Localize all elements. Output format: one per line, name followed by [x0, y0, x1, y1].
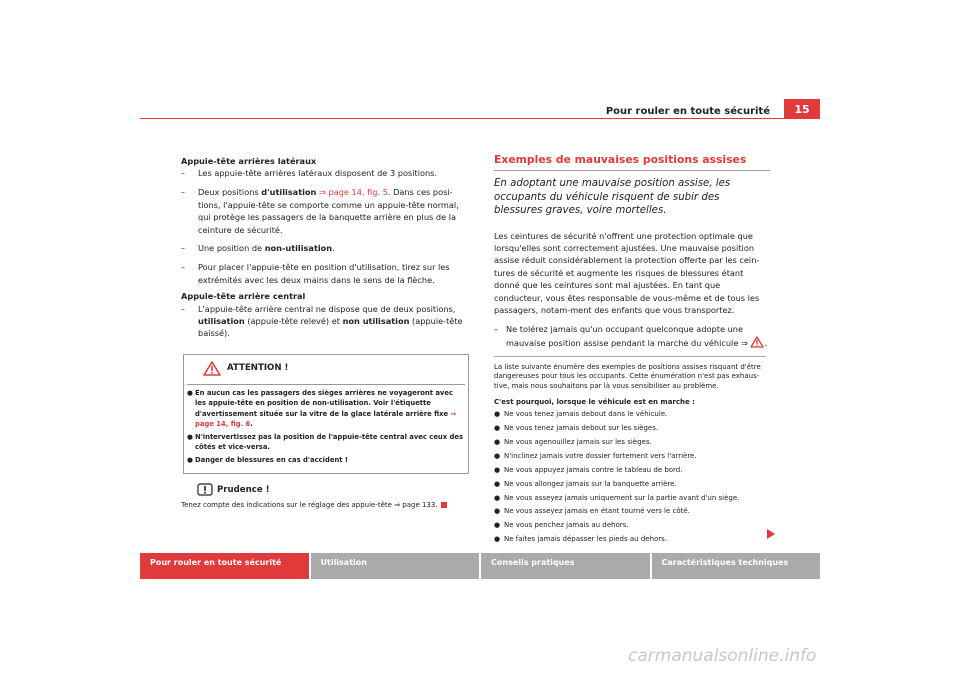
- warning-item: ● En aucun cas les passagers des sièges arrières ne voyageront avec les appuie-tête en position de non-utilisation. Voir l'étiquette d'avertissement située sur la vitre de la glace latérale arrière fixe ⇒ page 14, fig. 6.: [187, 388, 457, 429]
- title-rule: [494, 170, 770, 171]
- section-title-central-headrest: Appuie-tête arrière central: [181, 291, 306, 302]
- list-item: ● Ne vous asseyez jamais uniquement sur la partie avant d'un siège.: [494, 493, 740, 502]
- bullet-icon: ●: [494, 493, 501, 502]
- caution-text: Tenez compte des indications sur le réglage des appuie-tête ⇒ page 133.: [181, 500, 469, 510]
- page-reference-link[interactable]: ⇒ page 14, fig. 5: [316, 187, 388, 198]
- watermark: carmanualsonline.info: [628, 646, 817, 666]
- warning-item: ● Danger de blessures en cas d'accident !: [187, 455, 349, 464]
- list-item: ● Ne vous allongez jamais sur la banquette arrière.: [494, 479, 677, 488]
- caution-header: [197, 483, 469, 497]
- bullet-icon: ●: [494, 535, 501, 544]
- header-rule: [140, 118, 820, 119]
- small-paragraph: La liste suivante énumère des exemples de positions assises risquant d'être dangereuses pour tous les occupants. Cette énumération n'est pas exhaus-tive, mais nous souhaitons par là vous sensibiliser au problème.: [494, 362, 761, 390]
- section-title-bad-positions: Exemples de mauvaises positions assises: [494, 153, 747, 166]
- tab-safety[interactable]: Pour rouler en toute sécurité: [140, 553, 309, 579]
- dash-marker: –: [181, 168, 186, 179]
- tab-usage[interactable]: Utilisation: [311, 553, 480, 579]
- list-item: – Une position de non-utilisation.: [181, 243, 335, 254]
- bullet-icon: ●: [494, 451, 501, 460]
- bullet-icon: ●: [494, 424, 501, 433]
- warning-label: ATTENTION !: [227, 363, 289, 374]
- page-reference-link[interactable]: ⇒ page 14, fig. 6: [195, 409, 457, 429]
- divider: [494, 356, 766, 357]
- bullet-icon: ●: [187, 388, 193, 397]
- dash-marker: –: [494, 324, 499, 335]
- dash-marker: –: [181, 187, 186, 198]
- section-end-icon: [441, 502, 447, 508]
- caution-exclamation-icon: [197, 483, 213, 497]
- bullet-icon: ●: [494, 437, 501, 446]
- body-paragraph: Les ceintures de sécurité n'offrent une protection optimale que lorsqu'elles sont correctement ajustées. Une mauvaise position assise réduit considérablement la protection offerte par les cein-tures de sécurité et augmente les risques de blessures étant donné que les ceintures sont mal ajustées. En tant que conducteur, vous êtes responsable de vous-même et de tous les passagers, notam-ment des enfants que vous transportez.: [494, 230, 760, 316]
- bullet-icon: ●: [494, 507, 501, 516]
- list-item: ● Ne faites jamais dépasser les pieds au dehors.: [494, 535, 668, 544]
- list-item: ● Ne vous asseyez jamais en étant tourné vers le côté.: [494, 507, 690, 516]
- list-item: ● N'inclinez jamais votre dossier fortement vers l'arrière.: [494, 451, 697, 460]
- tab-technical-specs[interactable]: Caractéristiques techniques: [652, 553, 821, 579]
- tab-practical-tips[interactable]: Conseils pratiques: [481, 553, 650, 579]
- page-number: 15: [784, 99, 820, 119]
- list-item: – Ne tolérez jamais qu'un occupant quelconque adopte une mauvaise position assise pendant la marche du véhicule ⇒ .: [494, 324, 768, 348]
- bold-line: C'est pourquoi, lorsque le véhicule est en marche :: [494, 397, 695, 406]
- section-title-lateral-headrests: Appuie-tête arrières latéraux: [181, 156, 317, 166]
- bullet-icon: ●: [494, 479, 501, 488]
- dash-marker: –: [181, 243, 186, 254]
- list-item: ● Ne vous appuyez jamais contre le tableau de bord.: [494, 465, 683, 474]
- bullet-icon: ●: [494, 521, 501, 530]
- dash-marker: –: [181, 262, 186, 273]
- warning-triangle-icon: [203, 361, 221, 376]
- list-item: – Les appuie-tête arrières latéraux disposent de 3 positions.: [181, 168, 438, 179]
- list-item: ● Ne vous tenez jamais debout sur les sièges.: [494, 424, 659, 433]
- warning-triangle-icon[interactable]: [750, 336, 764, 348]
- footer-nav: [140, 553, 820, 579]
- list-item: – Deux positions d'utilisation ⇒ page 14, fig. 5. Dans ces posi-tions, l'appuie-tête se comporte comme un appuie-tête normal, qui protège les passagers de la banquette arrière en plus de la ceinture de sécurité.: [181, 187, 459, 235]
- warning-header: [203, 361, 465, 376]
- list-item: – L'appuie-tête arrière central ne dispose que de deux positions, utilisation (appuie-tête relevé) et non utilisation (appuie-tête baissé).: [181, 303, 463, 339]
- divider: [187, 384, 465, 385]
- bullet-icon: ●: [494, 465, 501, 474]
- warning-item: ● N'intervertissez pas la position de l'appuie-tête central avec ceux des côtés et vice-versa.: [187, 432, 464, 452]
- list-item: ● Ne vous penchez jamais au dehors.: [494, 521, 629, 530]
- bullet-icon: ●: [187, 432, 193, 441]
- warning-box: [183, 354, 469, 475]
- continue-arrow-icon[interactable]: [766, 528, 776, 540]
- bullet-icon: ●: [494, 410, 501, 419]
- intro-text: En adoptant une mauvaise position assise, les occupants du véhicule risquent de subir des blessures graves, voire mortelles.: [494, 178, 731, 217]
- list-item: ● Ne vous tenez jamais debout dans le véhicule.: [494, 410, 668, 419]
- bullet-icon: ●: [187, 455, 193, 464]
- dash-marker: –: [181, 303, 186, 314]
- right-column: [494, 154, 770, 549]
- caution-label: Prudence !: [217, 485, 270, 496]
- list-item: ● Ne vous agenouillez jamais sur les sièges.: [494, 437, 652, 446]
- running-header: Pour rouler en toute sécurité: [605, 106, 770, 117]
- left-column: [181, 155, 469, 510]
- list-item: – Pour placer l'appuie-tête en position d'utilisation, tirez sur les extrémités avec les deux mains dans le sens de la flèche.: [181, 262, 450, 285]
